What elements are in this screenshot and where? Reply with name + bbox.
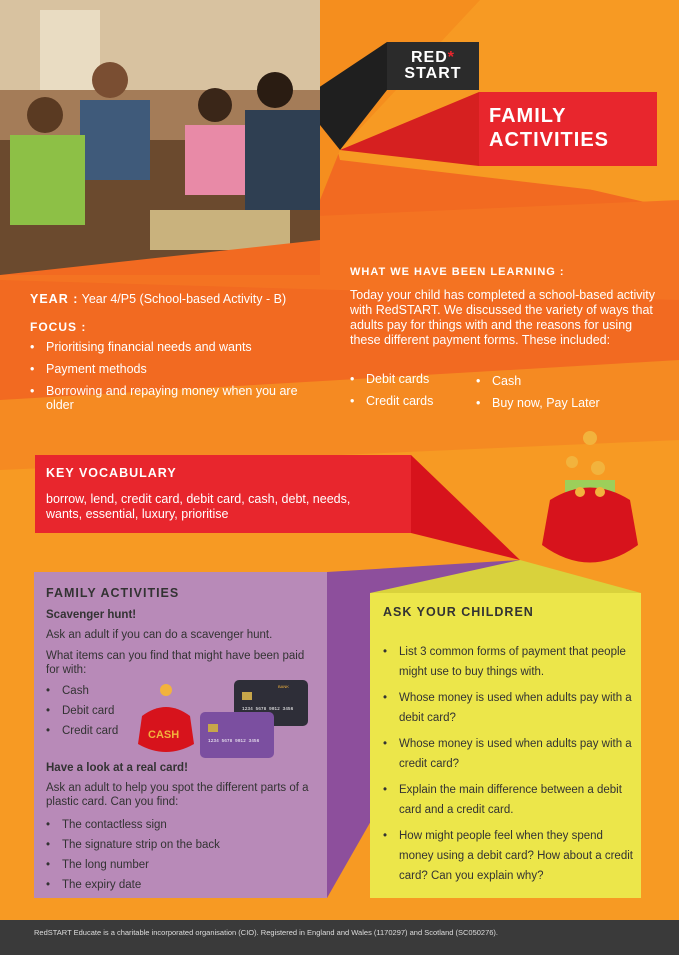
purse-label: CASH xyxy=(148,729,180,741)
list-item: • Whose money is used when adults pay with a debit card? xyxy=(383,688,633,728)
list-item: • Credit card xyxy=(46,721,118,741)
page-title xyxy=(479,92,657,166)
list-item: • The contactless sign xyxy=(46,815,220,835)
scavenger-title: Scavenger hunt! xyxy=(46,609,137,621)
scavenger-list xyxy=(46,681,118,741)
ask-list xyxy=(383,642,633,892)
list-item: • Payment methods xyxy=(30,362,310,376)
logo-text-red: RED xyxy=(410,49,448,66)
list-item: • Cash xyxy=(46,681,118,701)
year-line xyxy=(30,292,286,306)
focus-heading: FOCUS : xyxy=(30,320,87,334)
list-item: • List 3 common forms of payment that people might use to buy things with. xyxy=(383,642,633,682)
list-item: • How might people feel when they spend money using a debit card? How about a credit card? Can you explain why? xyxy=(383,826,633,886)
payment-list-1 xyxy=(350,372,433,416)
list-item: • The signature strip on the back xyxy=(46,835,220,855)
bank-label: BANK xyxy=(278,684,289,689)
scavenger-text-2: What items can you find that might have been paid for with: xyxy=(46,650,305,676)
list-item: • Explain the main difference between a debit card and a credit card. xyxy=(383,780,633,820)
vocab-text: borrow, lend, credit card, debit card, cash, debt, needs, wants, essential, luxury, prioritise xyxy=(46,492,351,521)
card-text: Ask an adult to help you spot the different parts of a plastic card. Can you find: xyxy=(46,782,309,808)
footer-bar xyxy=(0,920,679,955)
list-item: • Cash xyxy=(476,374,600,388)
scavenger-text-1: Ask an adult if you can do a scavenger hunt. xyxy=(46,629,273,641)
family-activities-heading: FAMILY ACTIVITIES xyxy=(46,586,180,600)
title-line-1: FAMILY xyxy=(489,105,567,127)
card-list xyxy=(46,815,220,895)
learning-heading: WHAT WE HAVE BEEN LEARNING : xyxy=(350,266,565,278)
list-item: • The expiry date xyxy=(46,875,220,895)
logo-star-icon: * xyxy=(447,49,455,66)
year-value: Year 4/P5 (School-based Activity - B) xyxy=(81,292,287,306)
list-item: • The long number xyxy=(46,855,220,875)
focus-list xyxy=(30,340,310,420)
list-item: • Prioritising financial needs and wants xyxy=(30,340,310,354)
card-title: Have a look at a real card! xyxy=(46,762,188,774)
family-photo xyxy=(0,0,320,275)
logo-text-start: START xyxy=(404,65,462,82)
list-item: • Borrowing and repaying money when you are older xyxy=(30,384,310,412)
vocab-heading: KEY VOCABULARY xyxy=(46,466,177,480)
year-label: YEAR : xyxy=(30,292,79,306)
payment-list-2 xyxy=(476,374,600,418)
list-item: • Debit cards xyxy=(350,372,433,386)
list-item: • Debit card xyxy=(46,701,118,721)
redstart-logo xyxy=(387,42,479,90)
learning-text: Today your child has completed a school-based activity with RedSTART. We discussed the variety of ways that adults pay for things with and the reasons for using these different payment forms. These included: xyxy=(350,288,656,347)
ask-heading: ASK YOUR CHILDREN xyxy=(383,605,534,619)
card-number-2: 1234 5678 9012 3456 xyxy=(208,739,260,744)
cards-illustration xyxy=(138,680,310,760)
purse-icon xyxy=(530,420,650,580)
list-item: • Buy now, Pay Later xyxy=(476,396,600,410)
list-item: • Credit cards xyxy=(350,394,433,408)
title-line-2: ACTIVITIES xyxy=(489,129,610,151)
card-number-1: 1234 5678 9012 3456 xyxy=(242,707,294,712)
footer-text: RedSTART Educate is a charitable incorporated organisation (CIO). Registered in England and Wales (1170297) and Scotland (SC050276). xyxy=(34,928,499,937)
list-item: • Whose money is used when adults pay with a credit card? xyxy=(383,734,633,774)
